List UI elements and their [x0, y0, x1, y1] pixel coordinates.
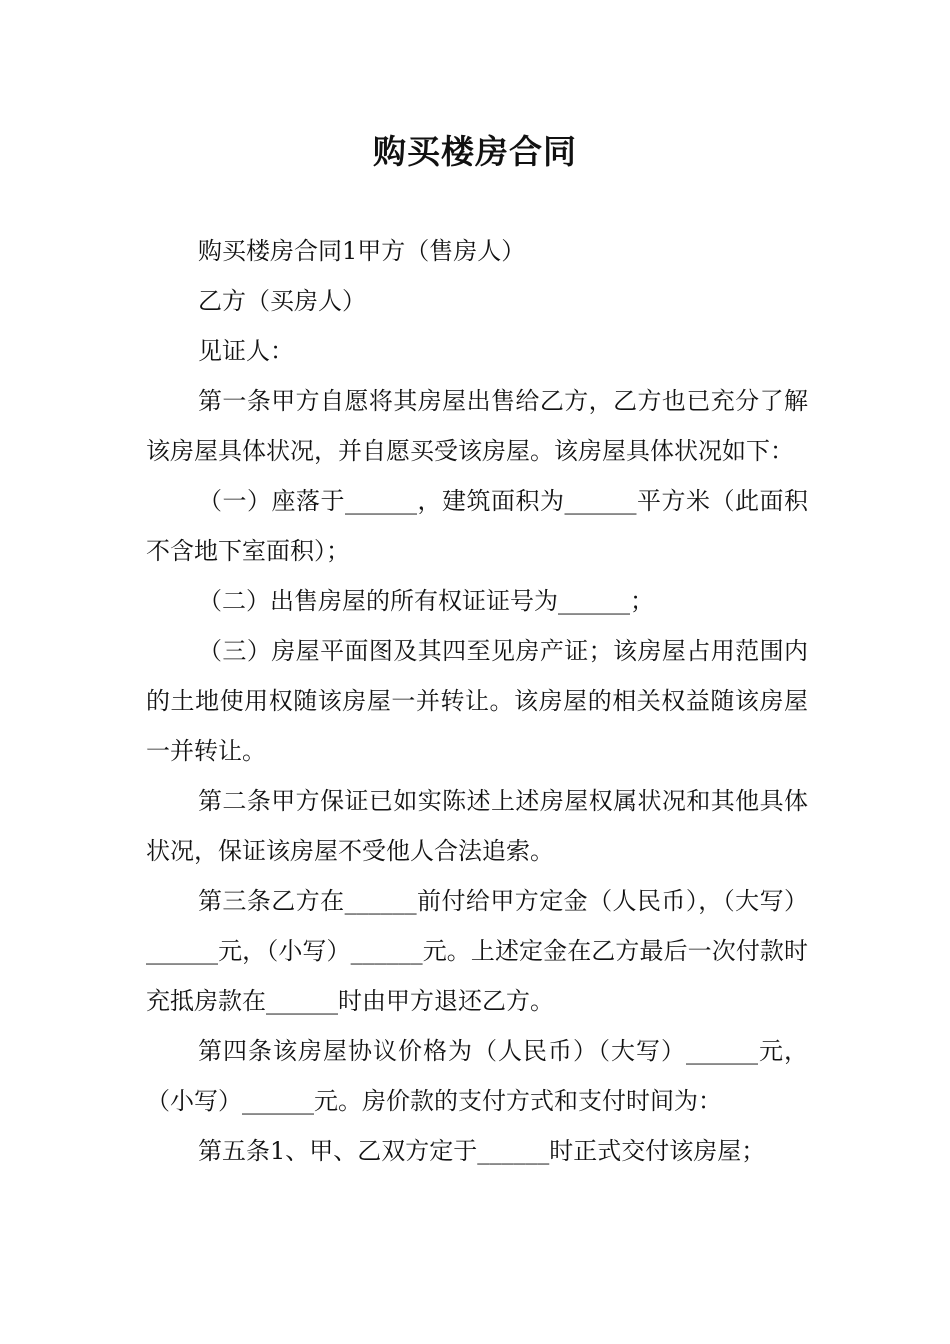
- document-title: 购买楼房合同: [373, 132, 577, 171]
- paragraph-article-1-item-3: （三）房屋平面图及其四至见房产证；该房屋占用范围内的土地使用权随该房屋一并转让。该房屋的相关权益随该房屋一并转让。: [146, 637, 808, 765]
- paragraph-article-4: 第四条该房屋协议价格为（人民币）（大写）______元，（小写）______元。房价款的支付方式和支付时间为：: [146, 1037, 808, 1115]
- paragraph-article-2: 第二条甲方保证已如实陈述上述房屋权属状况和其他具体状况，保证该房屋不受他人合法追索。: [146, 787, 808, 865]
- paragraph-article-1: 第一条甲方自愿将其房屋出售给乙方，乙方也已充分了解该房屋具体状况，并自愿买受该房屋。该房屋具体状况如下：: [146, 387, 808, 465]
- paragraph-article-3: 第三条乙方在______前付给甲方定金（人民币），（大写）______元，（小写）______元。上述定金在乙方最后一次付款时充抵房款在______时由甲方退还乙方。: [146, 887, 808, 1015]
- paragraph-witness: 见证人：: [198, 337, 294, 365]
- paragraph-parties-buyer: 乙方（买房人）: [198, 287, 366, 315]
- paragraph-article-5: 第五条1、甲、乙双方定于______时正式交付该房屋；: [198, 1137, 766, 1165]
- paragraph-parties-seller: 购买楼房合同1甲方（售房人）: [198, 237, 526, 265]
- paragraph-article-1-item-1: （一）座落于______，建筑面积为______平方米（此面积不含地下室面积）；: [146, 487, 808, 565]
- paragraph-article-1-item-2: （二）出售房屋的所有权证证号为______；: [198, 587, 654, 615]
- document-body: [146, 226, 808, 1176]
